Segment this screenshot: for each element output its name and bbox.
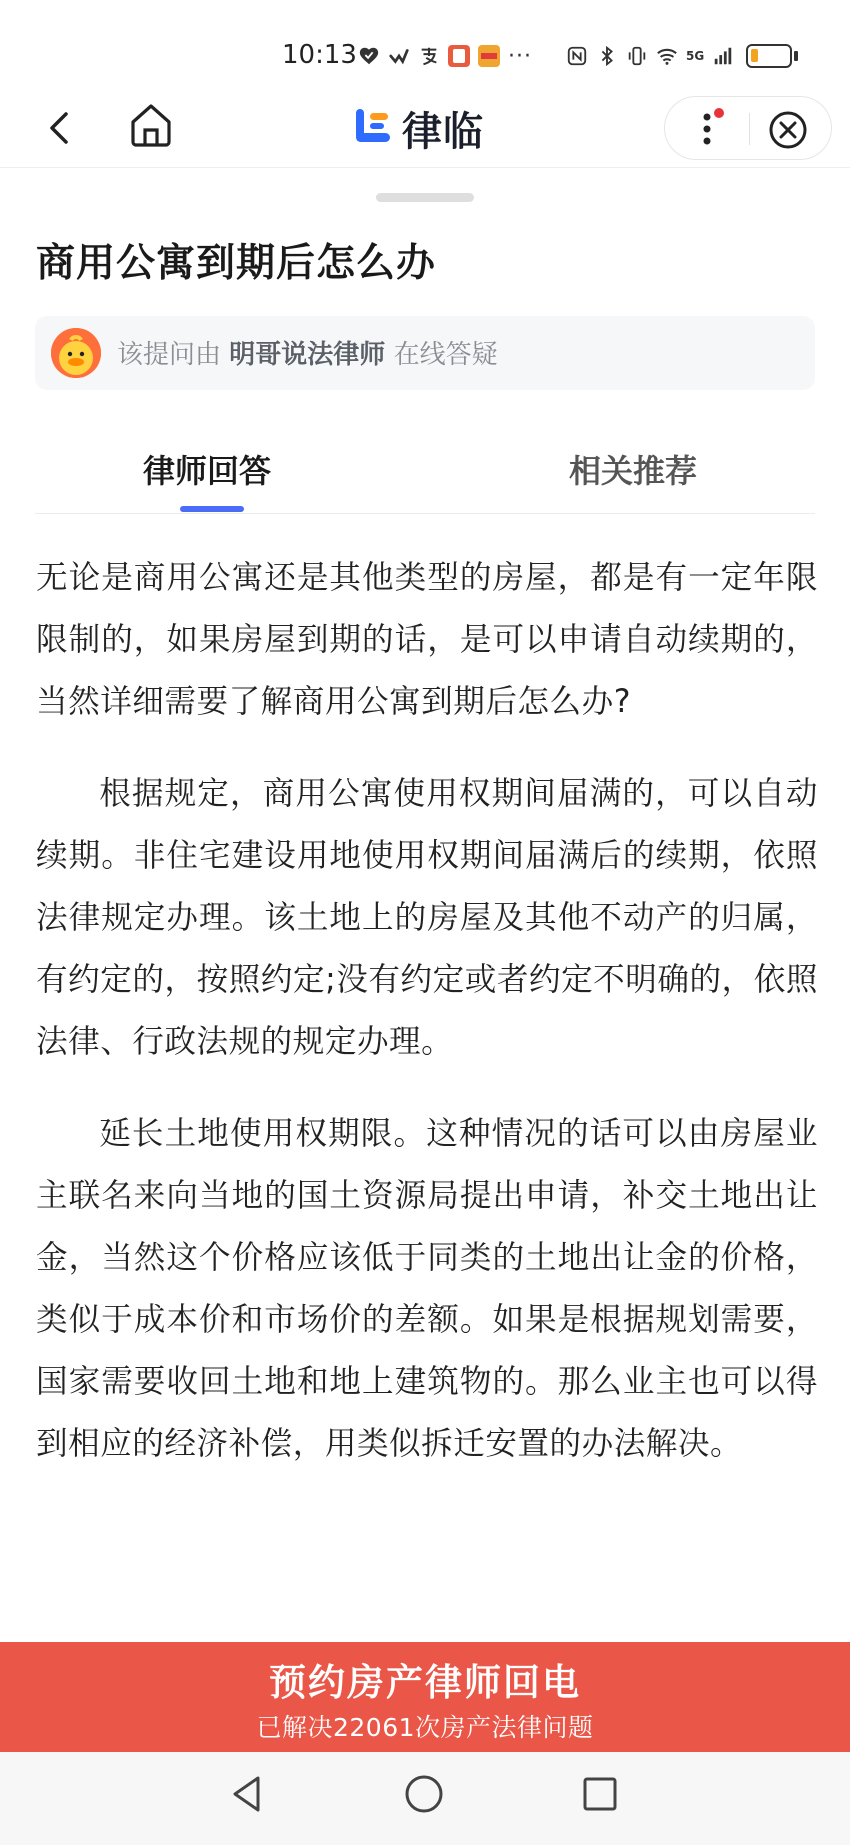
system-nav-bar (0, 1752, 850, 1845)
notification-icons (358, 40, 532, 72)
nav-bar (0, 88, 850, 168)
brand-logo (352, 102, 484, 154)
wifi-icon (656, 45, 678, 67)
answerer-line (117, 334, 498, 371)
answer-paragraph: 无论是商用公寓还是其他类型的房屋，都是有一定年限限制的，如果房屋到期的话，是可以申请自动续期的，当然详细需要了解商用公寓到期后怎么办? (36, 560, 818, 720)
capsule-divider (749, 113, 750, 145)
check-swirl-icon (388, 45, 410, 67)
brand-mark-icon (352, 107, 394, 149)
nfc-icon (566, 45, 588, 67)
active-tab-indicator (180, 506, 244, 512)
bluetooth-icon (596, 45, 618, 67)
callback-cta-button[interactable] (0, 1642, 850, 1752)
answer-tabs (35, 440, 815, 514)
system-back-icon[interactable] (230, 1774, 264, 1814)
duck-avatar-icon (51, 328, 101, 378)
book-app-icon (448, 45, 470, 67)
answer-paragraph: 根据规定，商用公寓使用权期间届满的，可以自动续期。非住宅建设用地使用权期间届满后的续期，依照法律规定办理。该土地上的房屋及其他不动产的归属，有约定的，按照约定;没有约定或者约定不明确的，依照法律、行政法规的规定办理。 (36, 776, 818, 1060)
vibrate-icon (626, 45, 648, 67)
more-notifications: ··· (508, 43, 532, 69)
brand-name: 律临 (402, 108, 484, 155)
answerer-card[interactable] (35, 316, 815, 390)
tab-related[interactable]: 相关推荐 (569, 452, 698, 490)
alipay-icon (418, 45, 440, 67)
battery-icon (746, 44, 792, 68)
home-icon[interactable] (126, 100, 176, 150)
signal-icon (712, 45, 734, 67)
lawyer-avatar (51, 328, 101, 378)
wallet-app-icon (478, 45, 500, 67)
status-time: 10:13 (282, 40, 357, 70)
system-home-icon[interactable] (404, 1774, 444, 1814)
signal-type-label: 5G (686, 49, 705, 63)
status-bar (0, 0, 850, 100)
answer-body (36, 547, 818, 1505)
heart-icon (358, 45, 380, 67)
lawyer-name[interactable]: 明哥说法律师 (229, 340, 386, 370)
answerer-suffix: 在线答疑 (393, 340, 498, 370)
cta-title: 预约房产律师回电 (269, 1661, 581, 1704)
close-icon[interactable] (767, 109, 809, 151)
system-icons (566, 40, 734, 72)
answer-paragraph: 延长土地使用权期限。这种情况的话可以由房屋业主联名来向当地的国土资源局提出申请，补交土地出让金，当然这个价格应该低于同类的土地出让金的价格，类似于成本价和市场价的差额。如果是根据规划需要，国家需要收回土地和地上建筑物的。那么业主也可以得到相应的经济补偿，用类似拆迁安置的办法解决。 (36, 1116, 818, 1462)
battery-level (751, 49, 758, 62)
cta-subtitle: 已解决22061次房产法律问题 (256, 1713, 594, 1742)
system-recents-icon[interactable] (582, 1776, 618, 1812)
more-options-icon[interactable] (697, 107, 737, 151)
question-title: 商用公寓到期后怎么办 (36, 241, 437, 286)
battery-tip (794, 51, 798, 61)
sheet-handle[interactable] (376, 193, 474, 202)
answerer-prefix: 该提问由 (117, 340, 222, 370)
tab-lawyer-answer[interactable]: 律师回答 (143, 452, 272, 490)
miniapp-capsule (664, 96, 832, 160)
back-icon[interactable] (38, 106, 82, 150)
